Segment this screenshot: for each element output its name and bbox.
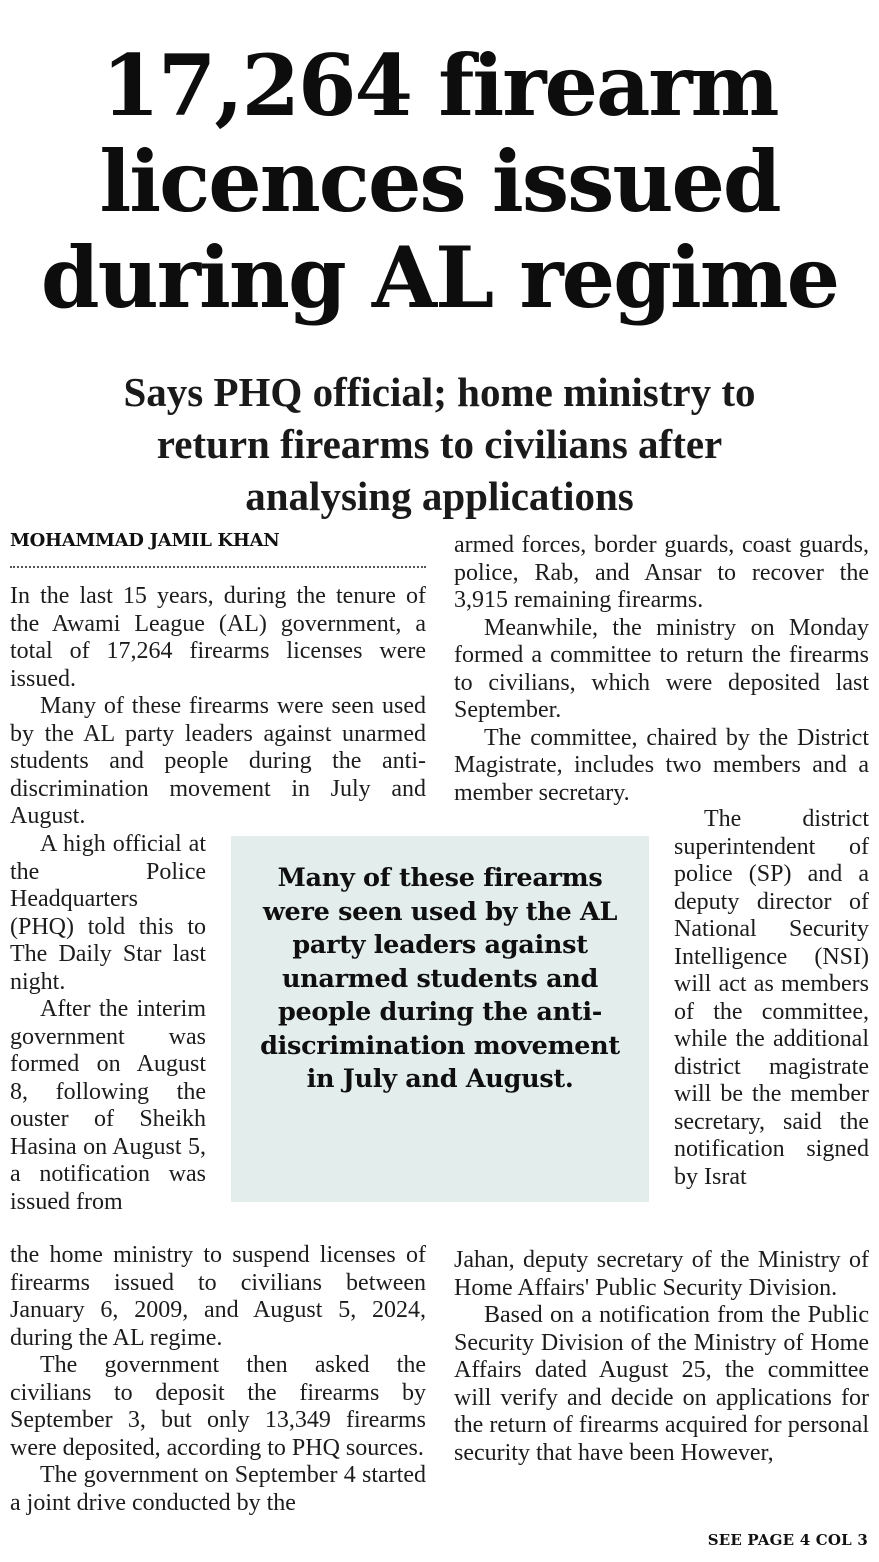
- byline-divider: [10, 566, 426, 568]
- headline-line-3: during AL regime: [40, 228, 839, 327]
- jump-line: SEE PAGE 4 COL 3: [707, 1531, 868, 1549]
- article-paragraph: Many of these firearms were seen used by the AL party leaders against unarmed students and people during the anti-discrimination movement in July and August.: [10, 693, 426, 829]
- right-column-bottom: [454, 1247, 869, 1467]
- headline-line-2: licences issued: [99, 132, 780, 231]
- left-column-top: [10, 583, 426, 831]
- article-paragraph: In the last 15 years, during the tenure of the Awami League (AL) government, a total of 17,264 firearms licenses were issued.: [10, 583, 426, 692]
- article-paragraph: armed forces, border guards, coast guards, police, Rab, and Ansar to recover the 3,915 remaining firearms.: [454, 532, 869, 613]
- article-paragraph: Based on a notification from the Public Security Division of the Ministry of Home Affairs dated August 25, the committee will verify and decide on applications for the return of firearms acquired for personal security that have been However,: [454, 1302, 869, 1466]
- subheadline-line-1: Says PHQ official; home ministry to: [123, 369, 756, 415]
- article-paragraph: A high official at the Police Headquarters (PHQ) told this to The Daily Star last night.: [10, 831, 206, 995]
- subheadline: [0, 366, 879, 522]
- article-paragraph: the home ministry to suspend licenses of firearms issued to civilians between January 6, 2009, and August 5, 2024, during the AL regime.: [10, 1242, 426, 1351]
- article-paragraph: The district superintendent of police (SP) and a deputy director of National Security Intelligence (NSI) will act as members of the committee, while the additional district magistrate will be the member secretary, said the notification signed by Israt: [674, 806, 869, 1190]
- article-paragraph: After the interim government was formed on August 8, following the ouster of Sheikh Hasina on August 5, a notification was issued from: [10, 996, 206, 1215]
- subheadline-line-2: return firearms to civilians after: [156, 421, 723, 467]
- right-column-top: [454, 532, 869, 807]
- article-paragraph: The government on September 4 started a joint drive conducted by the: [10, 1462, 426, 1516]
- article-paragraph: The committee, chaired by the District Magistrate, includes two members and a member secretary.: [454, 724, 869, 806]
- article-paragraph: Meanwhile, the ministry on Monday formed a committee to return the firearms to civilians, which were deposited last September.: [454, 614, 869, 723]
- left-column-wrap: [10, 831, 206, 1216]
- article-paragraph: Jahan, deputy secretary of the Ministry of Home Affairs' Public Security Division.: [454, 1247, 869, 1301]
- headline: [0, 38, 879, 326]
- headline-line-1: 17,264 firearm: [101, 36, 778, 135]
- right-column-wrap: [674, 806, 869, 1191]
- subheadline-line-3: analysing applications: [245, 473, 634, 519]
- byline: MOHAMMAD JAMIL KHAN: [10, 530, 280, 551]
- pull-quote: Many of these firearms were seen used by the AL party leaders against unarmed students and people during the anti-discrimination movement in July and August.: [231, 836, 649, 1202]
- left-column-bottom: [10, 1242, 426, 1517]
- article-paragraph: The government then asked the civilians to deposit the firearms by September 3, but only 13,349 firearms were deposited, according to PHQ sources.: [10, 1352, 426, 1461]
